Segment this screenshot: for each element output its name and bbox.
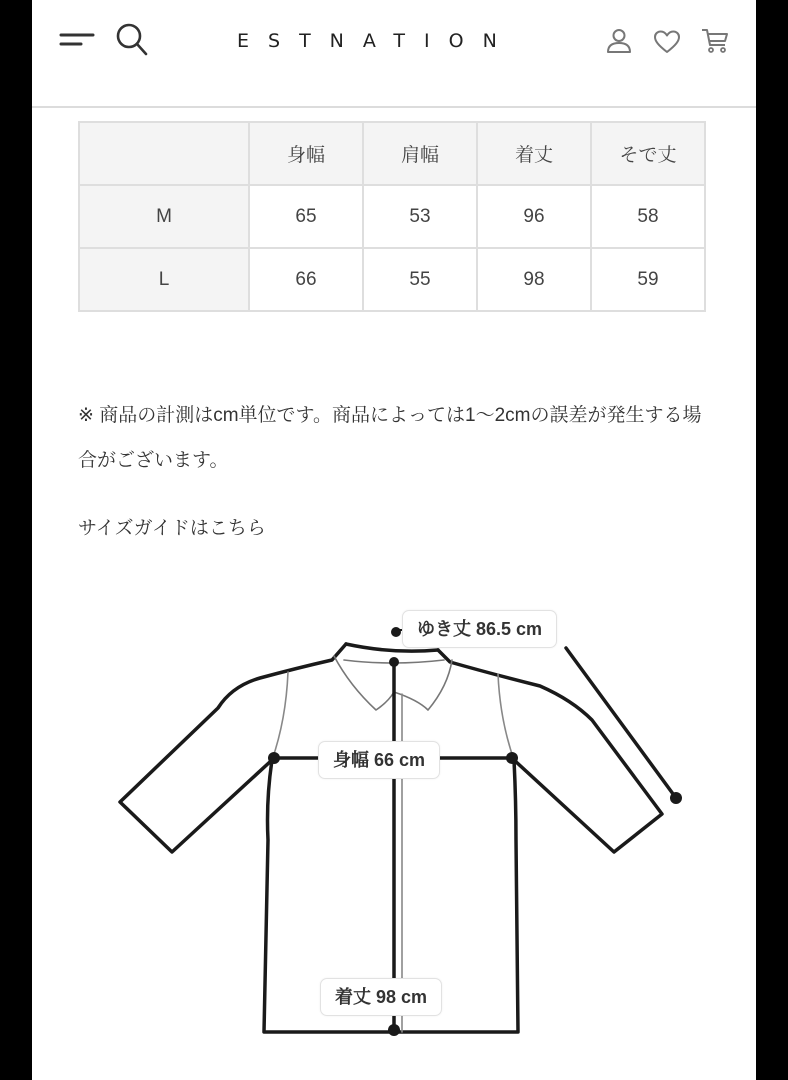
- table-cell: 66: [249, 248, 363, 311]
- heart-icon[interactable]: [652, 29, 682, 55]
- garment-measurement-diagram: [32, 590, 756, 1080]
- site-header: [32, 0, 756, 108]
- table-row: [79, 248, 705, 311]
- cart-icon[interactable]: [700, 27, 730, 55]
- user-icon[interactable]: [604, 28, 634, 54]
- chest-width-label: 身幅 66 cm: [318, 741, 440, 779]
- table-header-row: [79, 122, 705, 185]
- table-cell: 59: [591, 248, 705, 311]
- table-cell: 98: [477, 248, 591, 311]
- table-cell: 55: [363, 248, 477, 311]
- row-header-size: M: [79, 185, 249, 248]
- table-cell: 58: [591, 185, 705, 248]
- table-row: [79, 185, 705, 248]
- table-cell: 53: [363, 185, 477, 248]
- table-cell: 96: [477, 185, 591, 248]
- size-guide-link[interactable]: サイズガイドはこちら: [78, 518, 266, 539]
- total-length-label: 着丈 98 cm: [320, 978, 442, 1016]
- sleeve-length-label: ゆき丈 86.5 cm: [402, 610, 557, 648]
- column-header-sleeve-length: そで丈: [591, 122, 705, 185]
- table-corner-cell: [79, 122, 249, 185]
- column-header-shoulder-width: 肩幅: [363, 122, 477, 185]
- brand-logo[interactable]: ESTNATION: [237, 30, 516, 52]
- row-header-size: L: [79, 248, 249, 311]
- menu-icon[interactable]: [59, 30, 95, 50]
- page-frame: [32, 0, 756, 1080]
- column-header-length: 着丈: [477, 122, 591, 185]
- size-table: [78, 121, 706, 312]
- column-header-body-width: 身幅: [249, 122, 363, 185]
- measurement-note: ※ 商品の計測はcm単位です。商品によっては1〜2cmの誤差が発生する場合がございます。: [78, 405, 702, 471]
- search-icon[interactable]: [114, 22, 150, 58]
- table-cell: 65: [249, 185, 363, 248]
